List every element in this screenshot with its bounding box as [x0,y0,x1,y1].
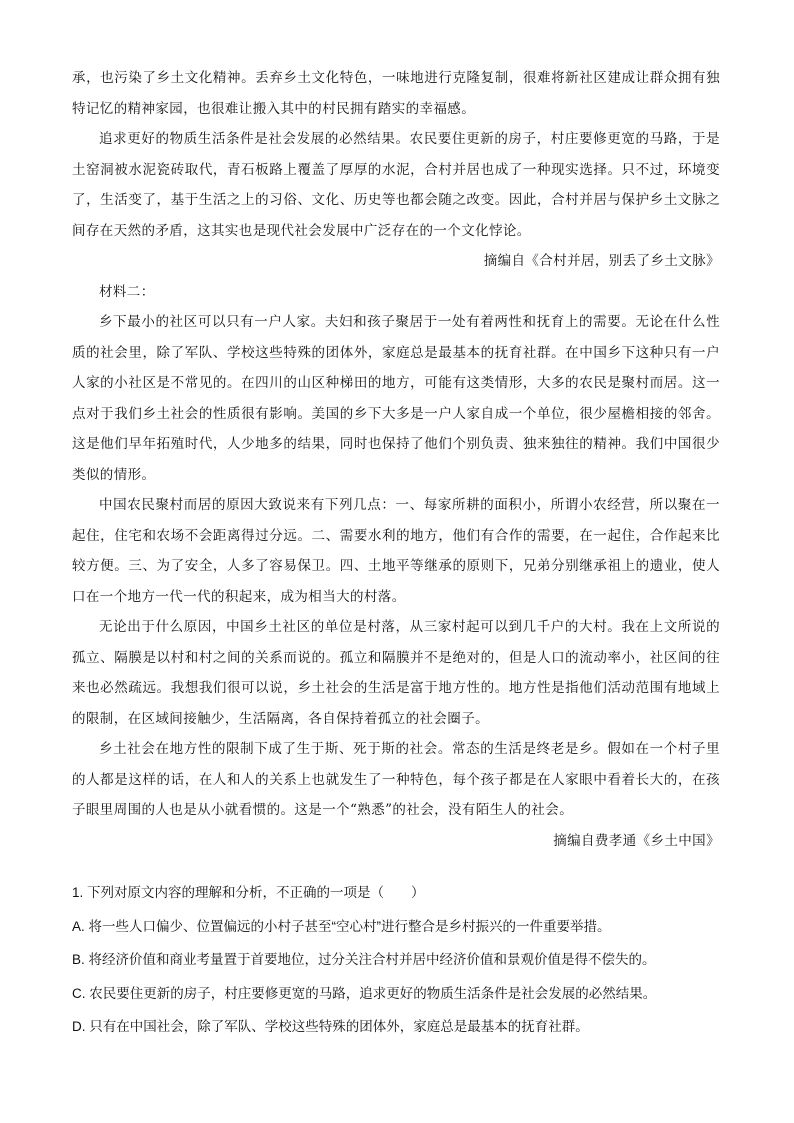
material1-paragraph-tail: 承，也污染了乡土文化精神。丢弃乡土文化特色，一味地进行克隆复制，很难将新社区建成让群众拥有独特记忆的精神家园，也很难让搬入其中的村民拥有踏实的幸福感。 [72,70,720,117]
option-a[interactable]: A. 将一些人口偏少、位置偏远的小村子甚至“空心村”进行整合是乡村振兴的一件重要举措。 [72,918,611,934]
material2-source: 摘编自费孝通《乡土中国》 [553,832,720,849]
material2-paragraph: 无论出于什么原因，中国乡土社区的单位是村落，从三家村起可以到几千户的大村。我在上文所说的孤立、隔膜是以村和村之间的关系而说的。孤立和隔膜并不是绝对的，但是人口的流动率小，社区间的往来也必然疏远。我想我们很可以说，乡土社会的生活是富于地方性的。地方性是指他们活动范围有地域上的限制，在区域间接触少，生活隔离，各自保持着孤立的社会圈子。 [72,619,720,727]
material2-label: 材料二： [99,283,155,300]
question-stem: 1. 下列对原文内容的理解和分析，不正确的一项是（ ） [72,885,425,900]
option-b[interactable]: B. 将经济价值和商业考量置于首要地位，过分关注合村并居中经济价值和景观价值是得不偿失的。 [72,952,656,967]
material2-paragraph: 乡下最小的社区可以只有一户人家。夫妇和孩子聚居于一处有着两性和抚育上的需要。无论在什么性质的社会里，除了军队、学校这些特殊的团体外，家庭总是最基本的抚育社群。在中国乡下这种只有一户人家的小社区是不常见的。在四川的山区种梯田的地方，可能有这类情形，大多的农民是聚村而居。这一点对于我们乡土社会的性质很有影响。美国的乡下大多是一户人家自成一个单位，很少屋檐相接的邻舍。这是他们早年拓殖时代，人少地多的结果，同时也保持了他们个别负责、独来独往的精神。我们中国很少类似的情形。 [72,314,720,483]
option-c[interactable]: C. 农民要住更新的房子，村庄要修更宽的马路，追求更好的物质生活条件是社会发展的必然结果。 [72,985,657,1001]
material1-source: 摘编自《合村并居，别丢了乡土文脉》 [483,253,720,269]
material1-paragraph: 追求更好的物质生活条件是社会发展的必然结果。农民要住更新的房子，村庄要修更宽的马路，于是土窑洞被水泥瓷砖取代，青石板路上覆盖了厚厚的水泥，合村并居也成了一种现实选择。只不过，环境变了，生活变了，基于生活之上的习俗、文化、历史等也都会随之改变。因此，合村并居与保护乡土文脉之间存在天然的矛盾，这其实也是现代社会发展中广泛存在的一个文化悖论。 [72,131,720,239]
option-d[interactable]: D. 只有在中国社会，除了军队、学校这些特殊的团体外，家庭总是最基本的抚育社群。 [72,1019,589,1034]
reading-passage [72,63,720,856]
question-block [72,876,720,1044]
material2-paragraph: 中国农民聚村而居的原因大致说来有下列几点：一、每家所耕的面积小，所谓小农经营，所以聚在一起住，住宅和农场不会距离得过分远。二、需要水利的地方，他们有合作的需要，在一起住，合作起来比较方便。三、为了安全，人多了容易保卫。四、土地平等继承的原则下，兄弟分别继承祖上的遗业，使人口在一个地方一代一代的积起来，成为相当大的村落。 [72,497,720,605]
material2-paragraph: 乡土社会在地方性的限制下成了生于斯、死于斯的社会。常态的生活是终老是乡。假如在一个村子里的人都是这样的话，在人和人的关系上也就发生了一种特色，每个孩子都是在人家眼中看着长大的，在孩子眼里周围的人也是从小就看惯的。这是一个“熟悉”的社会，没有陌生人的社会。 [72,741,720,818]
